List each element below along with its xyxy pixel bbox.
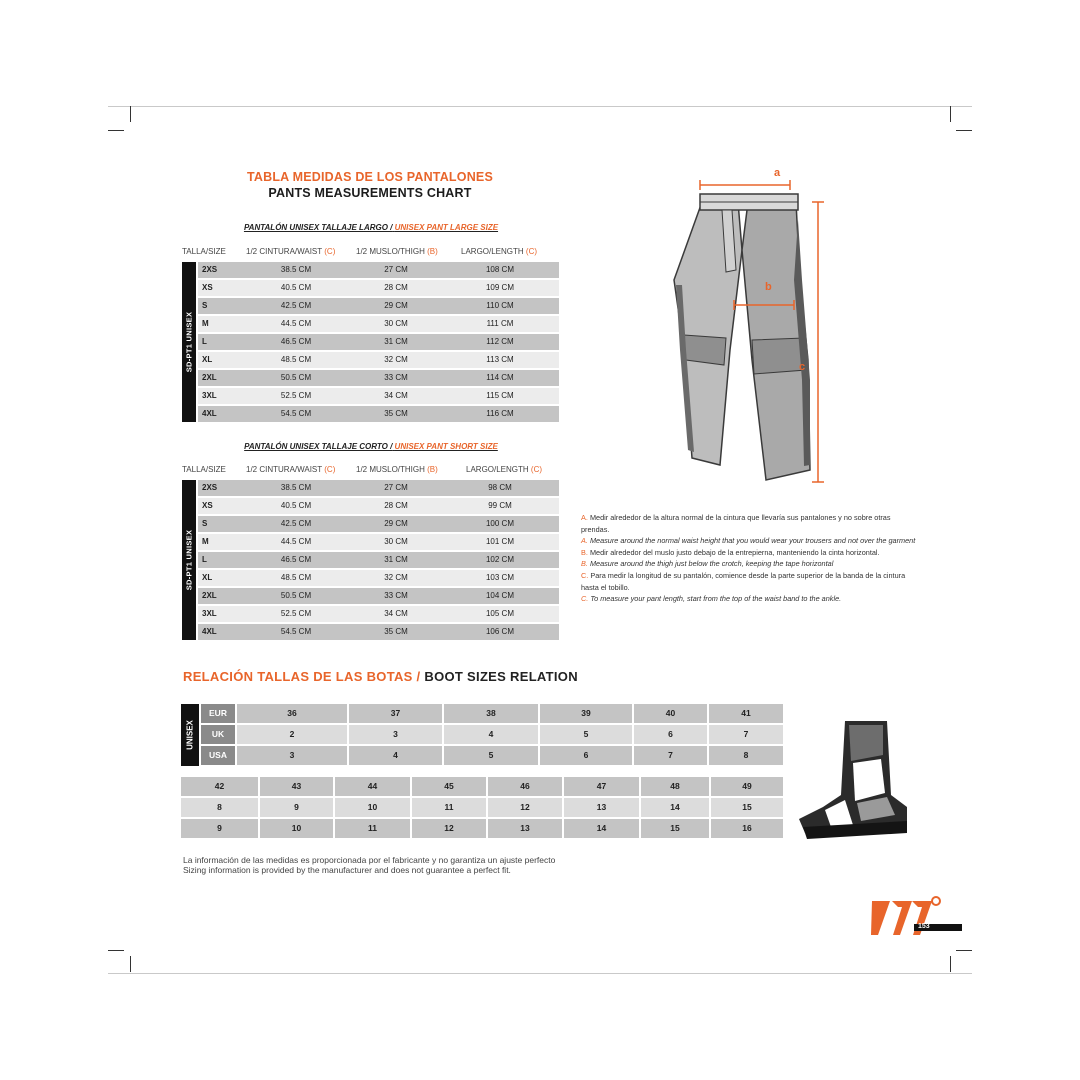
bottom-frame-line <box>108 973 972 974</box>
crop-mark <box>108 130 124 131</box>
table-row: 2XS 38.5 CM 27 CM 98 CM <box>198 480 559 496</box>
measure-a-marker <box>700 180 790 190</box>
uk-size: 6 <box>634 725 707 744</box>
usa-size: 5 <box>444 746 538 765</box>
crop-mark <box>130 106 131 122</box>
boot-sizes-table-bottom <box>181 777 783 839</box>
boot-title-en: BOOT SIZES RELATION <box>424 669 578 684</box>
table-row: M 44.5 CM 30 CM 111 CM <box>198 316 559 332</box>
short-table-header <box>182 465 559 477</box>
row-label-eur: EUR <box>201 704 235 723</box>
usa-size: 3 <box>237 746 347 765</box>
measure-c-marker <box>812 202 824 482</box>
usa-size: 12 <box>412 819 486 838</box>
large-table-header <box>182 247 559 259</box>
note-b-es: B. Medir alrededor del muslo justo debajo de la entrepierna, manteniendo la cinta horizontal. <box>581 547 880 557</box>
uk-size: 10 <box>335 798 410 817</box>
row-label-uk: UK <box>201 725 235 744</box>
uk-size: 15 <box>711 798 783 817</box>
col-waist-label: 1/2 CINTURA/WAIST <box>246 247 323 256</box>
uk-size: 12 <box>488 798 562 817</box>
eur-size: 49 <box>711 777 783 796</box>
crop-mark <box>108 950 124 951</box>
eur-size: 42 <box>181 777 258 796</box>
table-row: L 46.5 CM 31 CM 112 CM <box>198 334 559 350</box>
crop-mark <box>950 956 951 972</box>
col-waist-label: 1/2 CINTURA/WAIST <box>246 465 323 474</box>
boot-illustration <box>795 715 913 840</box>
table-row: XL 48.5 CM 32 CM 113 CM <box>198 352 559 368</box>
section-title-en: UNISEX PANT SHORT SIZE <box>394 442 498 451</box>
note-a-en: A. Measure around the normal waist height that you would wear your trousers and not over the garment <box>581 536 916 546</box>
title-english: PANTS MEASUREMENTS CHART <box>268 186 472 200</box>
table-side-label: SD-PT1 UNISEX <box>182 480 196 640</box>
eur-size: 47 <box>564 777 639 796</box>
col-thigh-header <box>356 465 438 474</box>
section-title-es: PANTALÓN UNISEX TALLAJE CORTO / <box>244 442 393 451</box>
table-row: 3XL 52.5 CM 34 CM 105 CM <box>198 606 559 622</box>
col-length-header <box>466 465 542 474</box>
eur-size: 41 <box>709 704 783 723</box>
uk-size: 3 <box>349 725 442 744</box>
uk-size: 14 <box>641 798 709 817</box>
label-a: a <box>774 167 781 179</box>
col-thigh-key: (B) <box>427 247 438 256</box>
eur-size: 45 <box>412 777 486 796</box>
table-row: M 44.5 CM 30 CM 101 CM <box>198 534 559 550</box>
usa-size: 15 <box>641 819 709 838</box>
crop-mark <box>956 950 972 951</box>
uk-size: 2 <box>237 725 347 744</box>
brand-logo <box>868 893 964 944</box>
table-row: 4XL 54.5 CM 35 CM 106 CM <box>198 624 559 640</box>
title-spanish: TABLA MEDIDAS DE LOS PANTALONES <box>246 170 493 184</box>
col-waist-header <box>246 465 335 474</box>
short-table-section-title <box>182 442 560 451</box>
uk-size: 8 <box>181 798 258 817</box>
col-length-key: (C) <box>525 247 538 256</box>
table-side-label: SD-PT1 UNISEX <box>182 262 196 422</box>
table-row: XL 48.5 CM 32 CM 103 CM <box>198 570 559 586</box>
uk-size: 7 <box>709 725 783 744</box>
eur-size: 36 <box>237 704 347 723</box>
usa-size: 9 <box>181 819 258 838</box>
large-table-section-title <box>182 223 560 232</box>
eur-size: 43 <box>260 777 333 796</box>
col-thigh-key: (B) <box>427 465 438 474</box>
usa-size: 13 <box>488 819 562 838</box>
usa-size: 10 <box>260 819 333 838</box>
col-length-header <box>461 247 537 256</box>
col-waist-key: (C) <box>324 465 336 474</box>
col-waist-header <box>246 247 335 256</box>
table-row: 3XL 52.5 CM 34 CM 115 CM <box>198 388 559 404</box>
disclaimer-en: Sizing information is provided by the manufacturer and does not guarantee a perfect fit. <box>183 865 511 875</box>
eur-size: 46 <box>488 777 562 796</box>
table-row: L 46.5 CM 31 CM 102 CM <box>198 552 559 568</box>
short-size-table <box>182 480 559 640</box>
col-length-label: LARGO/LENGTH <box>466 465 529 474</box>
note-a-es: A. Medir alrededor de la altura normal de la cintura que llevaría sus pantalones y no sobre otras prendas. <box>581 513 891 534</box>
eur-size: 37 <box>349 704 442 723</box>
col-thigh-label: 1/2 MUSLO/THIGH <box>356 465 425 474</box>
table-row: 4XL 54.5 CM 35 CM 116 CM <box>198 406 559 422</box>
eur-size: 48 <box>641 777 709 796</box>
eur-size: 40 <box>634 704 707 723</box>
large-size-table <box>182 262 559 422</box>
section-title-es: PANTALÓN UNISEX TALLAJE LARGO / <box>243 223 393 232</box>
crop-mark <box>130 956 131 972</box>
uk-size: 11 <box>412 798 486 817</box>
note-c-en: C. To measure your pant length, start from the top of the waist band to the ankle. <box>581 594 842 604</box>
top-frame-line <box>108 106 972 107</box>
measurement-notes <box>581 512 916 605</box>
col-size-header: TALLA/SIZE <box>182 465 226 474</box>
table-row: 2XS 38.5 CM 27 CM 108 CM <box>198 262 559 278</box>
label-c: c <box>799 361 806 373</box>
table-row: 2XL 50.5 CM 33 CM 114 CM <box>198 370 559 386</box>
usa-size: 6 <box>540 746 632 765</box>
usa-size: 8 <box>709 746 783 765</box>
note-b-en: B. Measure around the thigh just below the crotch, keeping the tape horizontal <box>581 559 834 569</box>
col-size-header: TALLA/SIZE <box>182 247 226 256</box>
uk-size: 5 <box>540 725 632 744</box>
brand-logo-icon <box>868 893 964 939</box>
boot-sizes-title <box>183 669 578 684</box>
table-row: 2XL 50.5 CM 33 CM 104 CM <box>198 588 559 604</box>
usa-size: 16 <box>711 819 783 838</box>
col-length-key: (C) <box>530 465 543 474</box>
usa-size: 11 <box>335 819 410 838</box>
col-waist-key: (C) <box>324 247 336 256</box>
usa-size: 7 <box>634 746 707 765</box>
col-thigh-label: 1/2 MUSLO/THIGH <box>356 247 425 256</box>
sizing-disclaimer <box>183 855 555 875</box>
table-row: XS 40.5 CM 28 CM 109 CM <box>198 280 559 296</box>
eur-size: 39 <box>540 704 632 723</box>
uk-size: 9 <box>260 798 333 817</box>
pants-diagram <box>660 160 830 490</box>
table-row: S 42.5 CM 29 CM 110 CM <box>198 298 559 314</box>
section-title-en: UNISEX PANT LARGE SIZE <box>394 223 499 232</box>
col-length-label: LARGO/LENGTH <box>461 247 524 256</box>
crop-mark <box>956 130 972 131</box>
uk-size: 13 <box>564 798 639 817</box>
col-thigh-header <box>356 247 438 256</box>
crop-mark <box>950 106 951 122</box>
boot-sizes-table-top <box>181 704 783 766</box>
pants-illustration <box>674 194 810 480</box>
row-label-usa: USA <box>201 746 235 765</box>
uk-size: 4 <box>444 725 538 744</box>
note-c-es: C. Para medir la longitud de su pantalón, comience desde la parte superior de la banda de la cintura hasta el tobillo. <box>581 570 906 592</box>
label-b: b <box>765 281 772 293</box>
usa-size: 4 <box>349 746 442 765</box>
disclaimer-es: La información de las medidas es proporcionada por el fabricante y no garantiza un ajuste perfecto <box>183 855 556 865</box>
table-row: S 42.5 CM 29 CM 100 CM <box>198 516 559 532</box>
boot-side-label: UNISEX <box>181 704 199 766</box>
boot-title-es: RELACIÓN TALLAS DE LAS BOTAS / <box>183 669 421 684</box>
table-row: XS 40.5 CM 28 CM 99 CM <box>198 498 559 514</box>
eur-size: 44 <box>335 777 410 796</box>
usa-size: 14 <box>564 819 639 838</box>
page-number: 153 <box>918 923 930 930</box>
eur-size: 38 <box>444 704 538 723</box>
